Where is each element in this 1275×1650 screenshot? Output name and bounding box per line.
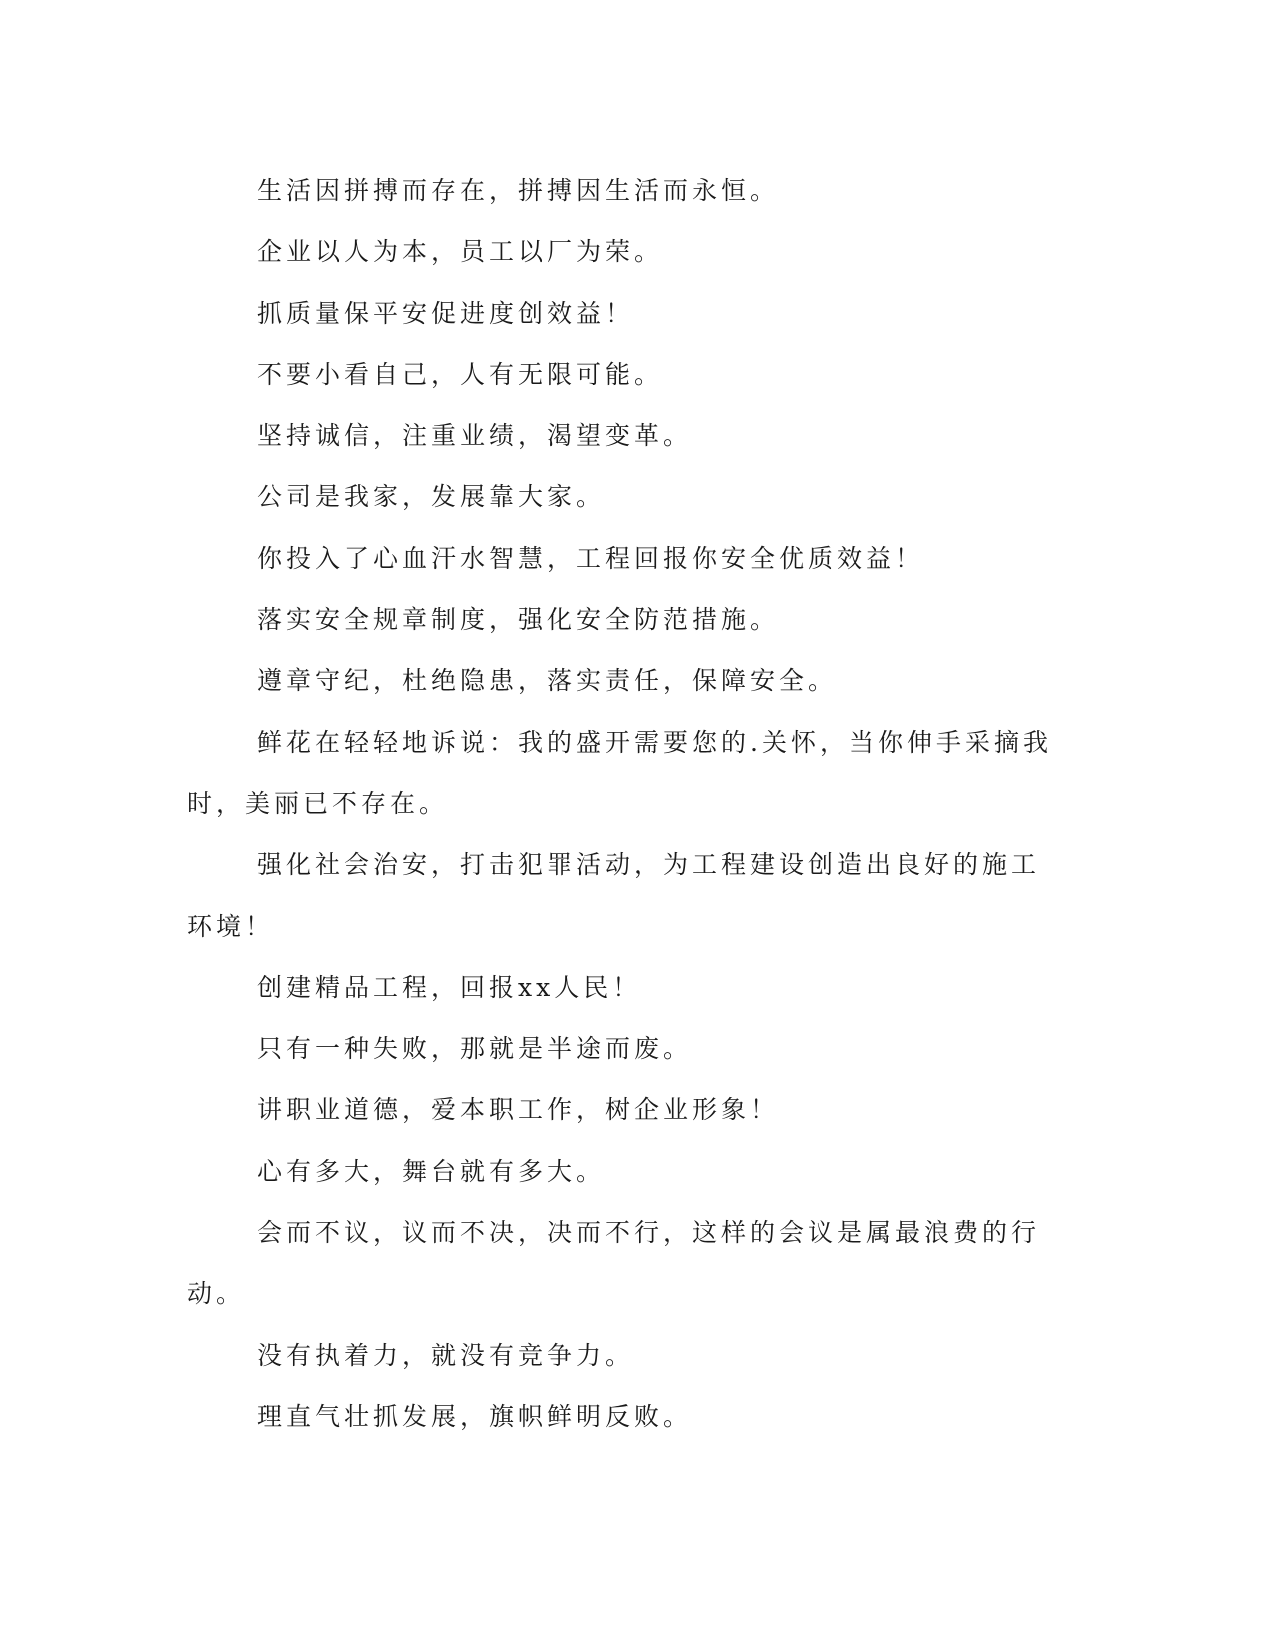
paragraph: 心有多大，舞台就有多大。 [257, 1156, 606, 1186]
paragraph: 只有一种失败，那就是半途而废。 [257, 1034, 693, 1064]
paragraph: 没有执着力，就没有竞争力。 [257, 1340, 635, 1370]
paragraph: 坚持诚信，注重业绩，渴望变革。 [257, 421, 693, 451]
paragraph: 抓质量保平安促进度创效益！ [257, 298, 635, 328]
paragraph: 生活因拼搏而存在，拼搏因生活而永恒。 [257, 176, 780, 205]
paragraph: 不要小看自己，人有无限可能。 [257, 359, 664, 389]
paragraph: 创建精品工程，回报xx人民！ [257, 972, 642, 1002]
paragraph: 理直气壮抓发展，旗帜鲜明反败。 [257, 1401, 693, 1431]
paragraph: 公司是我家，发展靠大家。 [257, 482, 606, 512]
paragraph: 企业以人为本，员工以厂为荣。 [257, 237, 664, 267]
paragraph: 落实安全规章制度，强化安全防范措施。 [257, 605, 780, 635]
paragraph: 遵章守纪，杜绝隐患，落实责任，保障安全。 [257, 666, 838, 696]
paragraph: 强化社会治安，打击犯罪活动，为工程建设创造出良好的施工环境！ [187, 850, 1041, 941]
paragraph: 鲜花在轻轻地诉说：我的盛开需要您的.关怀，当你伸手采摘我时，美丽已不存在。 [187, 727, 1052, 818]
paragraph: 你投入了心血汗水智慧，工程回报你安全优质效益！ [257, 543, 925, 573]
document-body [187, 160, 1067, 1447]
paragraph: 讲职业道德，爱本职工作，树企业形象！ [257, 1095, 780, 1125]
paragraph: 会而不议，议而不决，决而不行，这样的会议是属最浪费的行动。 [187, 1218, 1041, 1309]
